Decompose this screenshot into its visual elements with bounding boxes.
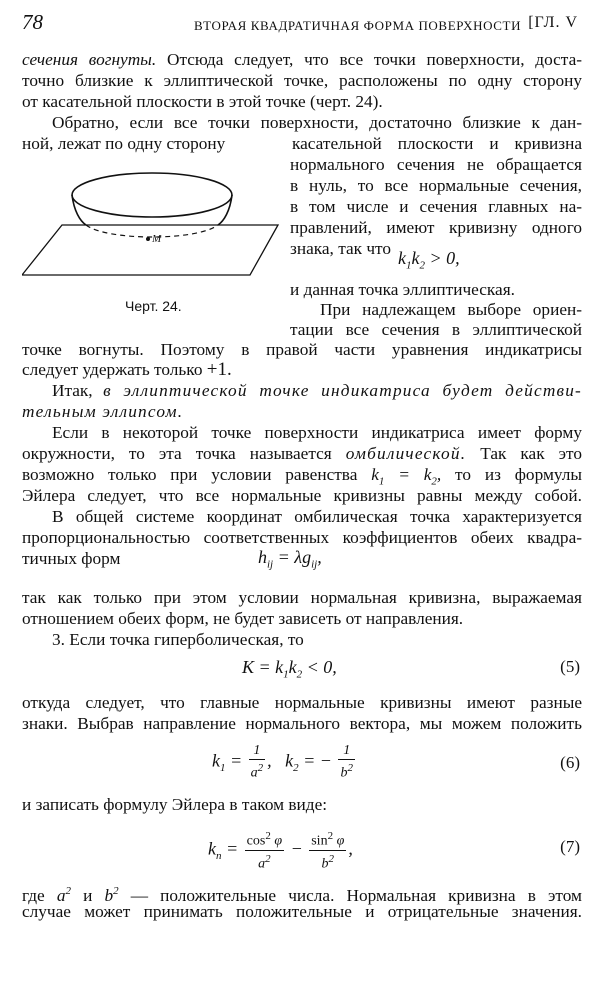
running-header xyxy=(22,12,578,36)
text-line: тельным эллипсом. xyxy=(22,402,184,421)
text-line: нормального сечения не обращается xyxy=(290,155,582,174)
text-line: от касательной плоскости в этой точке (черт. 24). xyxy=(22,92,383,111)
text-line: следует удержать только +1. xyxy=(22,359,232,380)
equation-number-7: (7) xyxy=(560,837,580,856)
text-line: В общей системе координат омбилическая точка характеризуется xyxy=(52,507,582,526)
text-line: в том числе и сечения главных на- xyxy=(290,197,582,216)
formula-principal-curvatures: $k_1$ = $\frac{1}{a^2}$ , $k_2$ = − $\frac{1}{b^2}$ xyxy=(212,743,353,781)
text-line: где $a^2$ и $b^2$ — положительные числа. Нормальная кривизна в этом xyxy=(22,885,582,905)
text-line: откуда следует, что главные нормальные кривизны имеют разные xyxy=(22,693,582,712)
chapter-label: [ГЛ. V xyxy=(528,14,578,31)
text-line: Итак, в эллиптической точке индикатриса будет действи- xyxy=(52,381,582,400)
text-line: возможно только при условии равенства $k_1 = k_2$, то из формулы xyxy=(22,465,582,488)
formula-hij-lambda-gij: $h_{ij} = \lambda g_{ij}$, xyxy=(258,547,322,571)
text-line: так как только при этом условии нормальная кривизна, выражаемая xyxy=(22,588,582,607)
figure-bowl-on-plane xyxy=(22,165,284,283)
formula-k1k2-positive: $k_1k_2 > 0$, xyxy=(398,248,460,272)
text-line: точно близкие к эллиптической точке, расположены по одну сторону xyxy=(22,71,582,90)
text-line: знаки. Выбрав направление нормального вектора, мы можем положить xyxy=(22,714,582,733)
point-m-marker xyxy=(146,237,150,241)
text-line: касательной плоскости и кривизна xyxy=(292,134,582,153)
text-line: пропорциональностью соответственных коэффициентов обеих квадра- xyxy=(22,528,582,547)
text-line: ной, лежат по одну сторону xyxy=(22,134,226,153)
text-line: тации все сечения в эллиптической xyxy=(290,320,582,339)
text-line: При надлежащем выборе ориен- xyxy=(320,300,582,319)
text-line: случае может принимать положительные и отрицательные значения. xyxy=(22,902,582,921)
text-line: 3. Если точка гиперболическая, то xyxy=(52,630,304,649)
text-line: окружности, то эта точка называется омбилической. Так как это xyxy=(22,444,582,463)
formula-euler-normal-curvature: $k_n$ = $\frac{\cos^2 \varphi}{a^2}$ − $\frac{\sin^2 \varphi}{b^2}$ , xyxy=(208,830,353,872)
text-line: Эйлера следует, что все нормальные кривизны равны между собой. xyxy=(22,486,582,505)
text-line: в нуль, то все нормальные сечения, xyxy=(290,176,582,195)
equation-number-6: (6) xyxy=(560,753,580,772)
text-line: тичных форм xyxy=(22,549,121,568)
equation-number-5: (5) xyxy=(560,657,580,676)
running-title: ВТОРАЯ КВАДРАТИЧНАЯ ФОРМА ПОВЕРХНОСТИ xyxy=(194,18,522,33)
text-line: Если в некоторой точке поверхности индикатриса имеет форму xyxy=(52,423,582,442)
text-line: и данная точка эллиптическая. xyxy=(290,280,515,299)
formula-gaussian-curvature-negative: $K = k_1k_2 < 0$, xyxy=(242,657,337,681)
text-line: точке вогнуты. Поэтому в правой части уравнения индикатрисы xyxy=(22,340,582,359)
point-m-label: M xyxy=(152,233,162,245)
text-line: Обратно, если все точки поверхности, достаточно близкие к дан- xyxy=(52,113,582,132)
text-line: отношением обеих форм, не будет зависеть от направления. xyxy=(22,609,464,628)
text-line: правлений, имеют кривизну одного xyxy=(290,218,582,237)
text-line: и записать формулу Эйлера в таком виде: xyxy=(22,795,328,814)
page-number: 78 xyxy=(22,10,43,34)
text-line: знака, так что xyxy=(290,239,391,258)
text-line: сечения вогнуты. Отсюда следует, что все точки поверхности, доста- xyxy=(22,50,582,69)
figure-caption: Черт. 24. xyxy=(125,298,182,314)
